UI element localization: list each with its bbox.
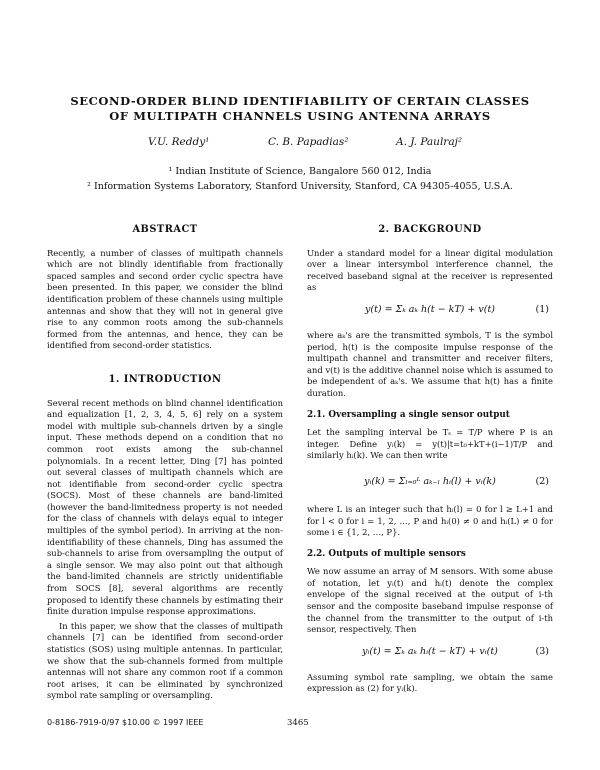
page-number: 3465 [287,718,309,728]
author-2: C. B. Papadias² [268,136,349,148]
subsection-2-2-heading: 2.2. Outputs of multiple sensors [307,548,466,559]
affiliation-2: ² Information Systems Laboratory, Stanford University, Stanford, CA 94305-4055, U.S.A. [87,181,513,192]
copyright-footer: 0-8186-7919-0/97 $10.00 © 1997 IEEE [47,718,204,727]
equation-2 [307,468,553,498]
right-column [307,224,553,695]
affiliation-1: ¹ Indian Institute of Science, Bangalore 560 012, India [168,166,432,177]
background-paragraph-6: Assuming symbol rate sampling, we obtain the same expression as (2) for yᵢ(k). [307,671,553,694]
equation-1-number: (1) [535,303,549,315]
equation-3-number: (3) [535,645,549,657]
introduction-heading: 1. INTRODUCTION [108,373,222,385]
equation-2-number: (2) [535,475,549,487]
paper-title [40,94,560,124]
background-paragraph-2: where aₖ's are the transmitted symbols, T is the symbol period, h(t) is the composite impulse response of the multipath channel and transmitter and receiver filters, and v(t) is the additive channel noise which is assumed to be independent of aₖ's. We assume that h(t) has a finite duration. [307,329,553,398]
background-paragraph-1: Under a standard model for a linear digital modulation over a linear intersymbol interference channel, the received baseband signal at the receiver is represented as [307,247,553,293]
affiliations [20,164,580,194]
title-line-2: OF MULTIPATH CHANNELS USING ANTENNA ARRAYS [109,109,491,123]
equation-1 [307,300,553,324]
title-line-1: SECOND-ORDER BLIND IDENTIFIABILITY OF CERTAIN CLASSES [70,94,530,108]
abstract-text: Recently, a number of classes of multipath channels which are not blindly identifiable from fractionally spaced samples and second order cyclic spectra have been presented. In this paper, we consider the blind identification problem of these channels using multiple antennas and show that they will not in general give rise to any common roots among the sub-channels formed from the antennas, and hence, they can be identified from second-order statistics. [47,247,283,351]
subsection-2-1-heading: 2.1. Oversampling a single sensor output [307,409,510,420]
intro-paragraph-2: In this paper, we show that the classes of multipath channels [7] can be identified from second-order statistics (SOS) using multiple antennas. In particular, we show that the sub-channels formed from multiple antennas will not share any common root if a common root arises, it can be eliminated by synchronized symbol rate sampling or oversampling. [47,620,283,701]
background-paragraph-4: where L is an integer such that hᵢ(l) = 0 for l ≥ L+1 and for l < 0 for i = 1, 2, …, P and hᵢ(0) ≠ 0 and hᵢ(L) ≠ 0 for some i ∈ {1, 2, …, P}. [307,503,553,538]
background-heading: 2. BACKGROUND [378,224,482,235]
author-3: A. J. Paulraj² [396,136,463,148]
author-1: V.U. Reddy¹ [148,136,210,148]
equation-2-body: yᵢ(k) = Σₗ₌₀ᴸ aₖ₋ₗ hᵢ(l) + vᵢ(k) [364,475,496,487]
equation-3 [307,642,553,666]
equation-3-body: yᵢ(t) = Σₖ aₖ hᵢ(t − kT) + vᵢ(t) [362,645,498,657]
equation-1-body: y(t) = Σₖ aₖ h(t − kT) + v(t) [365,303,495,315]
left-column [47,224,283,702]
background-paragraph-5: We now assume an array of M sensors. With some abuse of notation, let yᵢ(t) and hᵢ(t) denote the complex envelope of the signal received at the output of i-th sensor and the composite baseband impulse response of the channel from the transmitter to the output of i-th sensor, respectively. Then [307,566,553,635]
abstract-heading: ABSTRACT [132,224,198,235]
intro-paragraph-1: Several recent methods on blind channel identification and equalization [1, 2, 3, 4, 5, 6] rely on a system model with multiple sub-channels driven by a single input. These methods depend on a condition that no common root exists among the sub-channel polynomials. In a recent letter, Ding [7] has pointed out several classes of multipath channels which are not identifiable from second-order cyclic spectra (SOCS). Most of these channels are band-limited (however the band-limitedness property is not needed for the class of channels with delays equal to integer multiples of the symbol period). In arriving at the non-identifiability of these channels, Ding has assumed the sub-channels to arise from oversampling the output of a single sensor. We may also point out that although the band-limited channels are strictly unidentifiable from SOCS [8], several algorithms are recently proposed to identify these channels by estimating their finite duration impulse response approximations. [47,397,283,617]
background-paragraph-3: Let the sampling interval be Tₛ = T/P where P is an integer. Define yᵢ(k) = y(t)|t=t₀+kT+(i−1)T/P and similarly hᵢ(k). We can then write [307,427,553,461]
